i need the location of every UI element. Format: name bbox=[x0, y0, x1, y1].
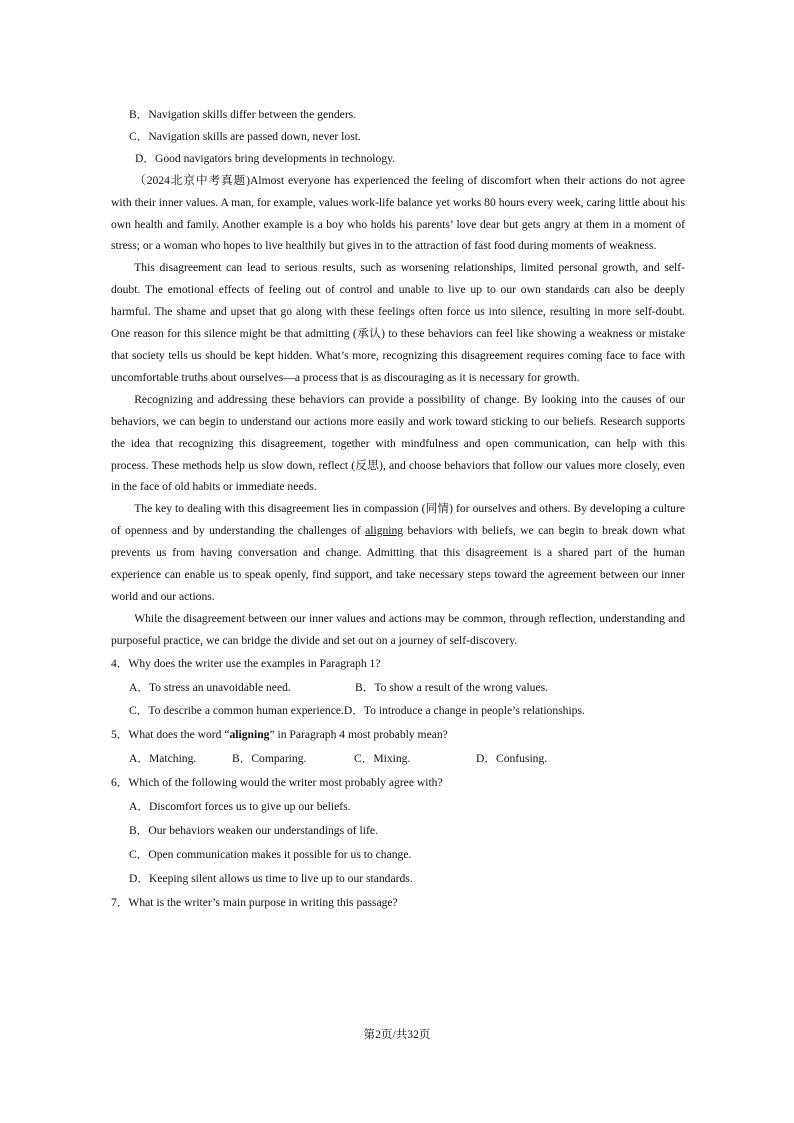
p4-text-after: behaviors with beliefs, we can begin to break down what prevents us from having conversation and change. Admitting that this disagreement is a shared part of the human experience can enable us to speak openly, find support, and take necessary steps toward the agreement between our inner world and our actions. bbox=[111, 524, 685, 603]
question-5-stem-after: ” in Paragraph 4 most probably mean? bbox=[269, 728, 448, 742]
page-footer bbox=[0, 1026, 794, 1042]
question-4-option-d: D．To introduce a change in people’s relationships. bbox=[343, 704, 585, 718]
question-5-option-a: A．Matching. bbox=[129, 752, 197, 766]
question-6-option-d: D．Keeping silent allows us time to live up to our standards. bbox=[129, 871, 413, 885]
prev-option-c: C．Navigation skills are passed down, never lost. bbox=[129, 129, 361, 143]
passage-paragraph-1: （2024北京中考真题)Almost everyone has experienced the feeling of discomfort when their actions do not agree with their inner values. A man, for example, values work-life balance yet works 80 hours every week, caring little about his own health and family. Another example is a boy who holds his parents’ love dear but gets angry at them in a moment of stress; or a woman who hopes to live healthily but gives in to the attraction of fast food during moments of weakness. bbox=[111, 173, 685, 253]
question-5-keyword: aligning bbox=[229, 728, 270, 742]
question-5-option-b: B．Comparing. bbox=[232, 752, 307, 766]
question-6-option-b: B．Our behaviors weaken our understandings of life. bbox=[129, 824, 378, 837]
p4-text-before: The key to dealing with this disagreement lies in compassion (同情) for ourselves and others. By developing a culture of openness and by understanding the challenges of bbox=[111, 502, 685, 538]
passage-paragraph-2: This disagreement can lead to serious results, such as worsening relationships, limited personal growth, and self-doubt. The emotional effects of feeling out of control and unable to live up to our own standards can also be deeply harmful. The shame and upset that go along with these feelings often force us into silence, resulting in more self-doubt. One reason for this silence might be that admitting (承认) to these behaviors can feel like showing a weakness or mistake that society tells us should be kept hidden. What’s more, recognizing this disagreement requires coming face to face with uncomfortable truths about ourselves—a process that is as discouraging as it is necessary for growth. bbox=[111, 261, 685, 384]
question-4-options-row-2 bbox=[111, 700, 685, 722]
underlined-word-aligning: aligning bbox=[365, 524, 404, 538]
question-5-option-d: D．Confusing. bbox=[476, 752, 548, 766]
passage-paragraph-3: Recognizing and addressing these behaviors can provide a possibility of change. By looking into the causes of our behaviors, we can begin to understand our actions more easily and work toward sticking to our beliefs. Research supports the idea that recognizing this disagreement, together with mindfulness and open communication, can help with this process. These methods help us slow down, reflect (反思), and choose behaviors that follow our values more closely, even in the face of old habits or immediate needs. bbox=[111, 392, 685, 494]
question-5-stem bbox=[111, 724, 685, 746]
question-7-stem: 7．What is the writer’s main purpose in writing this passage? bbox=[111, 895, 398, 909]
passage-paragraph-5: While the disagreement between our inner values and actions may be common, through reflection, understanding and purposeful practice, we can bridge the divide and set out on a journey of self-discovery. bbox=[111, 611, 685, 647]
question-6-option-a: A．Discomfort forces us to give up our beliefs. bbox=[129, 800, 351, 814]
passage-paragraph-4 bbox=[111, 498, 685, 608]
question-4-option-c: C．To describe a common human experience. bbox=[129, 704, 344, 718]
page-number: 第2页/共32页 bbox=[363, 1028, 431, 1041]
question-4-stem: 4．Why does the writer use the examples in Paragraph 1? bbox=[111, 656, 381, 670]
question-6-option-c: C．Open communication makes it possible for us to change. bbox=[129, 847, 412, 861]
question-4-options-row-1 bbox=[111, 677, 685, 699]
question-4-option-b: B．To show a result of the wrong values. bbox=[355, 680, 549, 694]
prev-option-b: B．Navigation skills differ between the genders. bbox=[129, 108, 357, 121]
question-5-options bbox=[111, 748, 685, 770]
question-4-option-a: A．To stress an unavoidable need. bbox=[129, 680, 291, 694]
question-5-option-c: C．Mixing. bbox=[354, 752, 411, 766]
document-body bbox=[111, 104, 685, 916]
prev-option-d: D．Good navigators bring developments in technology. bbox=[135, 151, 396, 165]
question-6-stem: 6．Which of the following would the writer most probably agree with? bbox=[111, 776, 443, 790]
question-5-stem-before: 5．What does the word “ bbox=[111, 728, 230, 742]
